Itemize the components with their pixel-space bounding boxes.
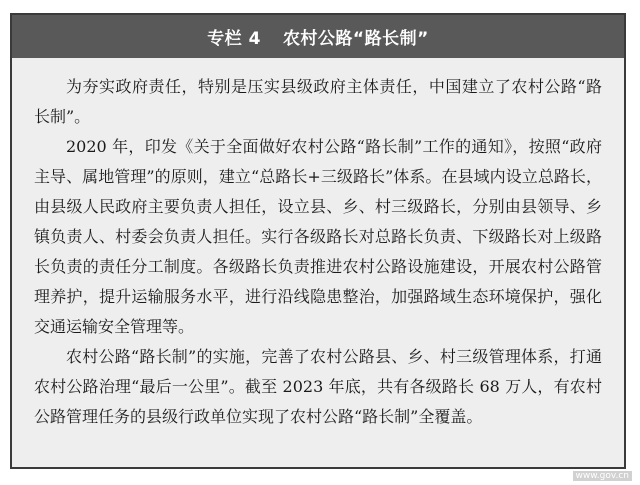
column-body bbox=[12, 58, 624, 432]
column-header bbox=[12, 15, 624, 58]
paragraph-2: 2020 年，印发《关于全面做好农村公路“路长制”工作的通知》，按照“政府主导、属地管理”的原则，建立“总路长+三级路长”体系。在县域内设立总路长，由县级人民政府主要负责人担任，设立县、乡、村三级路长，分别由县领导、乡镇负责人、村委会负责人担任。实行各级路长对总路长负责、下级路长对上级路长负责的责任分工制度。各级路长负责推进农村公路设施建设，开展农村公路管理养护，提升运输服务水平，进行沿线隐患整治，加强路域生态环境保护，强化交通运输安全管理等。 bbox=[34, 137, 602, 336]
column-title: 农村公路“路长制” bbox=[282, 29, 429, 49]
paragraph-1: 为夯实政府责任，特别是压实县级政府主体责任，中国建立了农村公路“路长制”。 bbox=[34, 77, 602, 126]
watermark: www.gov.cn bbox=[573, 471, 632, 481]
column-box bbox=[10, 13, 626, 469]
paragraph-3: 农村公路“路长制”的实施，完善了农村公路县、乡、村三级管理体系，打通农村公路治理“最后一公里”。截至 2023 年底，共有各级路长 68 万人，有农村公路管理任务的县级行政单位实现了农村公路“路长制”全覆盖。 bbox=[34, 347, 602, 426]
column-label: 专栏 4 bbox=[207, 29, 261, 49]
